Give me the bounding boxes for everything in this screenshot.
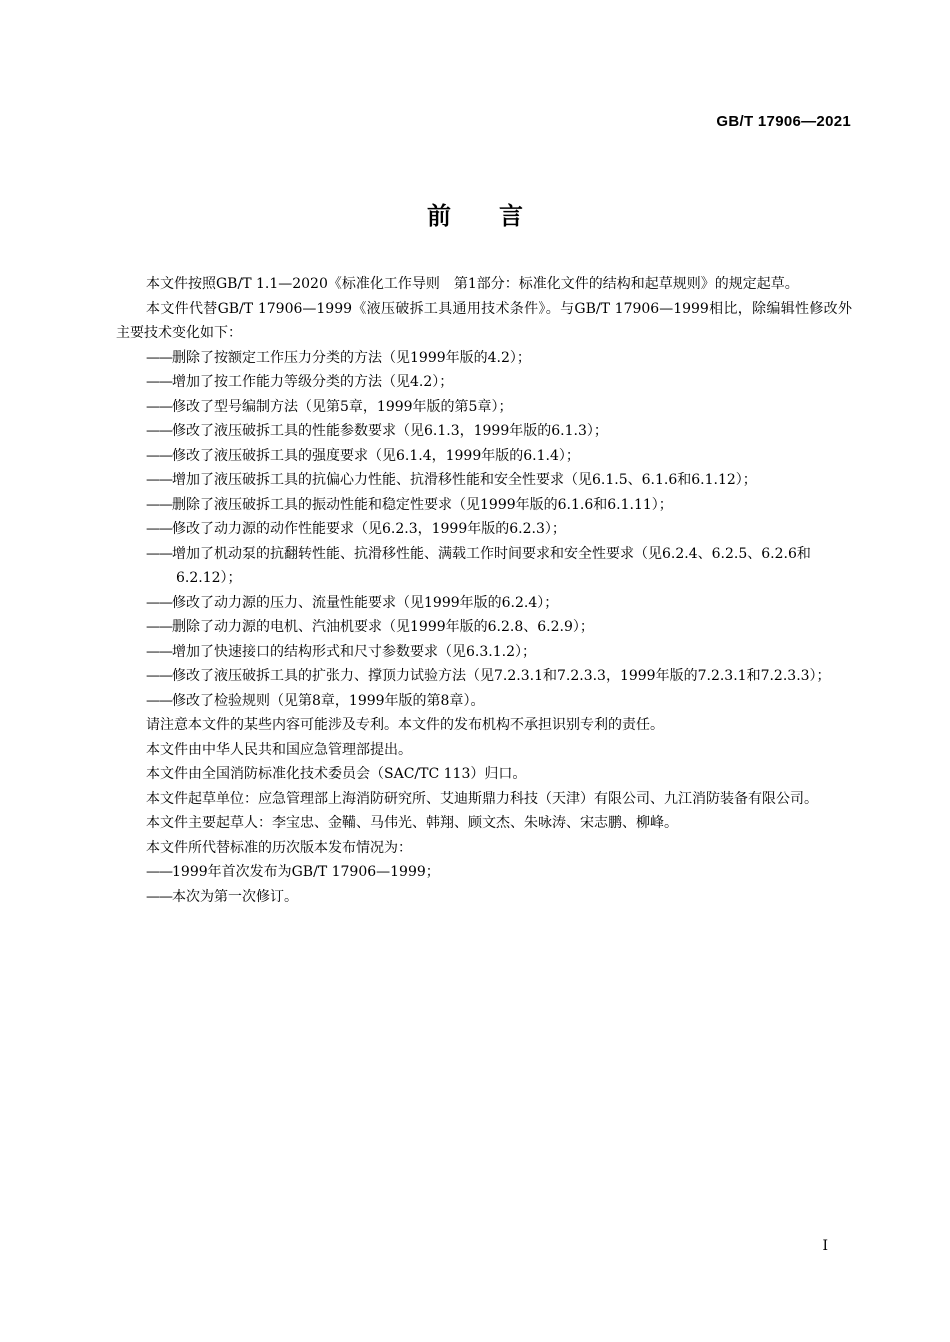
list-item: ——修改了型号编制方法（见第5章，1999年版的第5章）； [146,398,513,415]
dash-marker: —— [146,423,172,439]
list-item: ——删除了动力源的电机、汽油机要求（见1999年版的6.2.8、6.2.9）； [146,619,594,635]
dash-marker: —— [146,643,172,660]
dash-marker: —— [146,398,172,415]
list-item: ——增加了液压破拆工具的抗偏心力性能、抗滑移性能和安全性要求（见6.1.5、6.1.6和6.1.12）； [146,472,757,488]
dash-marker: —— [146,374,172,390]
dash-marker: —— [146,545,172,562]
list-item: ——修改了液压破拆工具的强度要求（见6.1.4，1999年版的6.1.4）； [146,447,580,464]
list-item: ——增加了快速接口的结构形式和尺寸参数要求（见6.3.1.2）； [146,643,536,660]
paragraph-replaces: 本文件代替GB/T 17906—1999《液压破拆工具通用技术条件》。与GB/T 17906—1999相比，除编辑性修改外主要技术变化如下： [116,300,852,341]
list-item: ——增加了机动泵的抗翻转性能、抗滑移性能、满载工作时间要求和安全性要求（见6.2.4、6.2.5、6.2.6和6.2.12）； [146,545,811,586]
list-item: ——修改了动力源的动作性能要求（见6.2.3，1999年版的6.2.3）； [146,521,566,537]
dash-marker: —— [146,888,172,905]
page-number: I [822,1238,828,1254]
dash-marker: —— [146,496,172,513]
list-item: ——增加了按工作能力等级分类的方法（见4.2）； [146,374,454,390]
dash-marker: —— [146,668,172,684]
paragraph-drafting-units: 本文件起草单位：应急管理部上海消防研究所、艾迪斯鼎力科技（天津）有限公司、九江消防装备有限公司。 [146,790,818,807]
list-item: ——修改了检验规则（见第8章，1999年版的第8章）。 [146,692,485,709]
dash-marker: —— [146,447,172,464]
dash-marker: —— [146,619,172,635]
list-item: ——删除了液压破拆工具的振动性能和稳定性要求（见1999年版的6.1.6和6.1.11）； [146,496,673,513]
paragraph-committee: 本文件由全国消防标准化技术委员会（SAC/TC 113）归口。 [146,766,527,782]
paragraph-history-intro: 本文件所代替标准的历次版本发布情况为： [146,839,412,856]
page-title: 前言 [427,202,571,230]
body-text [116,272,852,909]
paragraph-patent: 请注意本文件的某些内容可能涉及专利。本文件的发布机构不承担识别专利的责任。 [146,717,664,733]
list-item: ——修改了液压破拆工具的扩张力、撑顶力试验方法（见7.2.3.1和7.2.3.3，1999年版的7.2.3.1和7.2.3.3）； [146,668,831,684]
standard-code: GB/T 17906—2021 [716,113,851,130]
list-item: ——删除了按额定工作压力分类的方法（见1999年版的4.2）； [146,349,531,366]
list-item: ——本次为第一次修订。 [146,888,298,905]
changes-list [116,346,852,714]
list-item: ——修改了液压破拆工具的性能参数要求（见6.1.3，1999年版的6.1.3）； [146,423,608,439]
history-list [116,860,852,909]
paragraph-proposer: 本文件由中华人民共和国应急管理部提出。 [146,741,412,758]
dash-marker: —— [146,349,172,366]
dash-marker: —— [146,594,172,611]
paragraph-scope: 本文件按照GB/T 1.1—2020《标准化工作导则 第1部分：标准化文件的结构和起草规则》的规定起草。 [146,276,799,292]
list-item: ——修改了动力源的压力、流量性能要求（见1999年版的6.2.4）； [146,594,559,611]
paragraph-drafters: 本文件主要起草人：李宝忠、金鞴、马伟光、韩翔、顾文杰、朱咏涛、宋志鹏、柳峰。 [146,815,678,831]
dash-marker: —— [146,472,172,488]
dash-marker: —— [146,521,172,537]
list-item: ——1999年首次发布为GB/T 17906—1999； [146,864,440,880]
dash-marker: —— [146,692,172,709]
dash-marker: —— [146,864,172,880]
